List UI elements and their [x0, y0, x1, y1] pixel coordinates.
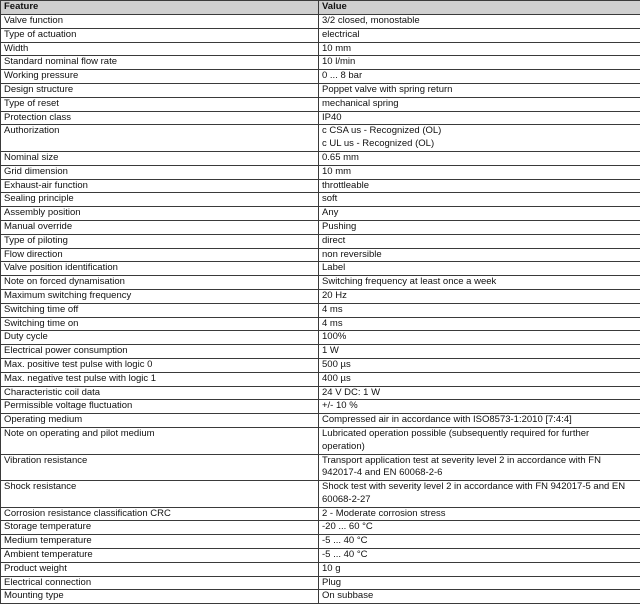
table-row — [1, 345, 640, 359]
table-row — [1, 125, 640, 152]
feature-cell: Max. negative test pulse with logic 1 — [1, 372, 319, 386]
value-line: 0.65 mm — [322, 151, 359, 163]
feature-cell: Characteristic coil data — [1, 386, 319, 400]
table-row — [1, 535, 640, 549]
value-cell — [319, 481, 640, 508]
value-line: 2 - Moderate corrosion stress — [322, 507, 446, 519]
value-cell — [319, 248, 640, 262]
table-body — [1, 15, 640, 604]
feature-cell: Width — [1, 42, 319, 56]
feature-cell: Working pressure — [1, 70, 319, 84]
value-cell — [319, 358, 640, 372]
table-row — [1, 276, 640, 290]
feature-cell: Ambient temperature — [1, 549, 319, 563]
value-cell — [319, 317, 640, 331]
table-row — [1, 358, 640, 372]
table-row — [1, 111, 640, 125]
value-line: operation) — [322, 440, 365, 452]
value-cell — [319, 576, 640, 590]
value-cell — [319, 111, 640, 125]
value-line: soft — [322, 193, 338, 205]
value-line: -5 ... 40 °C — [322, 535, 368, 547]
table-row — [1, 56, 640, 70]
table-row — [1, 207, 640, 221]
feature-cell: Protection class — [1, 111, 319, 125]
table-row — [1, 70, 640, 84]
feature-cell: Type of piloting — [1, 234, 319, 248]
table-row — [1, 151, 640, 165]
feature-cell: Flow direction — [1, 248, 319, 262]
table-row — [1, 42, 640, 56]
value-line: IP40 — [322, 111, 342, 123]
value-line: 20 Hz — [322, 289, 347, 301]
value-line: -20 ... 60 °C — [322, 521, 373, 533]
value-cell — [319, 345, 640, 359]
value-cell — [319, 97, 640, 111]
feature-cell: Switching time off — [1, 303, 319, 317]
value-line: Any — [322, 207, 339, 219]
feature-cell: Medium temperature — [1, 535, 319, 549]
table-row — [1, 507, 640, 521]
value-line: 500 µs — [322, 358, 351, 370]
feature-cell: Permissible voltage fluctuation — [1, 400, 319, 414]
value-cell — [319, 454, 640, 481]
table-row — [1, 97, 640, 111]
value-line: 400 µs — [322, 372, 351, 384]
feature-cell: Max. positive test pulse with logic 0 — [1, 358, 319, 372]
value-line: electrical — [322, 28, 360, 40]
value-line: Shock test with severity level 2 in accordance with FN 942017-5 and EN — [322, 481, 626, 493]
value-cell — [319, 562, 640, 576]
value-cell — [319, 549, 640, 563]
value-line: Plug — [322, 576, 342, 588]
value-line: Poppet valve with spring return — [322, 83, 453, 95]
value-line: 24 V DC: 1 W — [322, 386, 381, 398]
value-cell — [319, 372, 640, 386]
table-row — [1, 165, 640, 179]
feature-cell: Switching time on — [1, 317, 319, 331]
value-line: 3/2 closed, monostable — [322, 15, 420, 26]
value-line: Switching frequency at least once a week — [322, 276, 497, 288]
value-line: c CSA us - Recognized (OL) — [322, 125, 442, 137]
value-cell — [319, 165, 640, 179]
feature-cell: Grid dimension — [1, 165, 319, 179]
table-row — [1, 576, 640, 590]
table-row — [1, 179, 640, 193]
value-line: 10 g — [322, 562, 341, 574]
table-row — [1, 193, 640, 207]
value-line: 942017-4 and EN 60068-2-6 — [322, 467, 443, 479]
value-line: 10 l/min — [322, 56, 356, 68]
value-cell — [319, 262, 640, 276]
value-line: direct — [322, 234, 346, 246]
value-line: 100% — [322, 331, 347, 343]
feature-cell: Assembly position — [1, 207, 319, 221]
table-row — [1, 414, 640, 428]
value-cell — [319, 521, 640, 535]
feature-cell: Sealing principle — [1, 193, 319, 207]
value-cell — [319, 331, 640, 345]
feature-cell: Design structure — [1, 83, 319, 97]
table-row — [1, 28, 640, 42]
value-line: non reversible — [322, 248, 382, 260]
value-cell — [319, 303, 640, 317]
value-line: 4 ms — [322, 317, 343, 329]
feature-cell: Electrical connection — [1, 576, 319, 590]
table-row — [1, 234, 640, 248]
feature-cell: Authorization — [1, 125, 319, 152]
value-line: 1 W — [322, 345, 339, 357]
value-cell — [319, 400, 640, 414]
table-row — [1, 372, 640, 386]
value-cell — [319, 179, 640, 193]
value-line: 10 mm — [322, 165, 352, 177]
feature-cell: Corrosion resistance classification CRC — [1, 507, 319, 521]
value-cell — [319, 83, 640, 97]
table-row — [1, 481, 640, 508]
feature-cell: Standard nominal flow rate — [1, 56, 319, 70]
value-cell — [319, 15, 640, 29]
value-cell — [319, 125, 640, 152]
feature-cell: Type of actuation — [1, 28, 319, 42]
table-row — [1, 562, 640, 576]
feature-cell: Electrical power consumption — [1, 345, 319, 359]
value-line: 0 ... 8 bar — [322, 70, 363, 82]
feature-cell: Manual override — [1, 220, 319, 234]
table-row — [1, 220, 640, 234]
value-line: 60068-2-27 — [322, 493, 371, 505]
value-cell — [319, 193, 640, 207]
value-cell — [319, 70, 640, 84]
table-row — [1, 427, 640, 454]
table-row — [1, 549, 640, 563]
value-cell — [319, 507, 640, 521]
value-cell — [319, 56, 640, 70]
value-cell — [319, 42, 640, 56]
value-line: Pushing — [322, 220, 357, 232]
header-row — [1, 1, 640, 15]
value-cell — [319, 207, 640, 221]
feature-cell: Maximum switching frequency — [1, 289, 319, 303]
value-cell — [319, 386, 640, 400]
value-line: mechanical spring — [322, 97, 399, 109]
table-row — [1, 331, 640, 345]
value-line: Transport application test at severity level 2 in accordance with FN — [322, 454, 601, 466]
table-row — [1, 303, 640, 317]
feature-cell: Nominal size — [1, 151, 319, 165]
header-feature: Feature — [1, 1, 319, 15]
feature-cell: Product weight — [1, 562, 319, 576]
value-line: c UL us - Recognized (OL) — [322, 138, 435, 150]
feature-cell: Valve function — [1, 15, 319, 29]
feature-cell: Note on operating and pilot medium — [1, 427, 319, 454]
value-cell — [319, 28, 640, 42]
value-cell — [319, 535, 640, 549]
header-value: Value — [319, 1, 640, 15]
table-row — [1, 83, 640, 97]
table-row — [1, 521, 640, 535]
table-row — [1, 386, 640, 400]
feature-cell: Valve position identification — [1, 262, 319, 276]
value-cell — [319, 414, 640, 428]
feature-cell: Vibration resistance — [1, 454, 319, 481]
feature-cell: Mounting type — [1, 590, 319, 604]
value-line: throttleable — [322, 179, 370, 191]
table-row — [1, 317, 640, 331]
feature-cell: Storage temperature — [1, 521, 319, 535]
table-row — [1, 454, 640, 481]
value-line: 4 ms — [322, 303, 343, 315]
feature-cell: Duty cycle — [1, 331, 319, 345]
table-row — [1, 590, 640, 604]
value-line: 10 mm — [322, 42, 352, 54]
value-cell — [319, 220, 640, 234]
feature-cell: Shock resistance — [1, 481, 319, 508]
value-line: On subbase — [322, 590, 374, 602]
value-cell — [319, 590, 640, 604]
value-cell — [319, 427, 640, 454]
value-line: -5 ... 40 °C — [322, 549, 368, 561]
value-cell — [319, 151, 640, 165]
value-line: Lubricated operation possible (subsequently required for further — [322, 427, 590, 439]
table-row — [1, 289, 640, 303]
table-row — [1, 262, 640, 276]
feature-cell: Exhaust-air function — [1, 179, 319, 193]
feature-cell: Note on forced dynamisation — [1, 276, 319, 290]
table-row — [1, 400, 640, 414]
value-line: Label — [322, 262, 346, 274]
table-row — [1, 248, 640, 262]
value-cell — [319, 276, 640, 290]
value-line: +/- 10 % — [322, 400, 358, 412]
value-cell — [319, 289, 640, 303]
value-line: Compressed air in accordance with ISO8573-1:2010 [7:4:4] — [322, 414, 572, 426]
feature-cell: Operating medium — [1, 414, 319, 428]
feature-cell: Type of reset — [1, 97, 319, 111]
value-cell — [319, 234, 640, 248]
table-row — [1, 15, 640, 29]
